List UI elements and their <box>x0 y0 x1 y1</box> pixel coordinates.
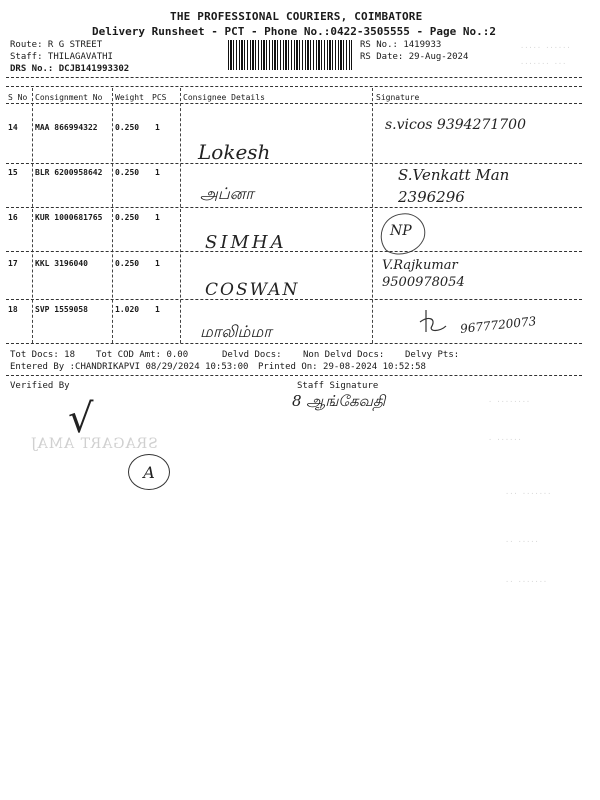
staff-label: Staff: THILAGAVATHI <box>10 52 113 62</box>
row-signature: NP <box>390 223 412 239</box>
row-sno: 15 <box>8 168 18 177</box>
row-pcs: 1 <box>155 305 160 314</box>
stamp-circle-icon <box>128 454 170 490</box>
row-consignment: KUR 1000681765 <box>35 213 103 222</box>
delvy-pts: Delvy Pts: <box>405 350 460 360</box>
col-weight: Weight <box>115 93 144 102</box>
staff-signature-handwritten: 8 ஆங்கேவதி <box>292 392 386 410</box>
rs-date: RS Date: 29-Aug-2024 <box>360 52 469 62</box>
non-delvd-docs: Non Delvd Docs: <box>303 350 385 360</box>
row-pcs: 1 <box>155 213 160 222</box>
verified-by-label: Verified By <box>10 381 70 391</box>
row-consignee-handwritten: SIMHA <box>205 232 287 253</box>
row-divider <box>6 299 582 300</box>
bleed-text: ·· ······· <box>505 578 548 586</box>
col-signature: Signature <box>376 93 420 102</box>
col-sno: S No <box>8 93 28 102</box>
divider <box>6 375 582 376</box>
col-consignment: Consignment No <box>35 93 103 102</box>
row-weight: 1.020 <box>115 305 140 314</box>
row-consignment: SVP 1559058 <box>35 305 88 314</box>
staff-signature-label: Staff Signature <box>297 381 379 391</box>
divider <box>6 103 582 104</box>
bleed-text: ·· ····· <box>505 538 539 546</box>
row-consignee-handwritten: மாலிம்மா <box>200 322 272 341</box>
drs-number: DRS No.: DCJB141993302 <box>10 64 130 74</box>
row-signature: V.Rajkumar 9500978054 <box>382 258 465 290</box>
row-consignment: MAA 866994322 <box>35 123 98 132</box>
bleed-text: ····· ······ <box>520 44 571 52</box>
row-consignment: KKL 3196040 <box>35 259 88 268</box>
row-consignment: BLR 6200958642 <box>35 168 103 177</box>
row-signature: s.vicos 9394271700 <box>385 117 526 133</box>
barcode <box>228 40 352 70</box>
company-title: THE PROFESSIONAL COURIERS, COIMBATORE <box>170 10 423 23</box>
row-consignee-handwritten: Lokesh <box>198 140 271 164</box>
row-consignee-handwritten: அப்னா <box>200 184 254 203</box>
tot-docs: Tot Docs: 18 <box>10 350 76 360</box>
col-divider <box>112 88 113 343</box>
row-pcs: 1 <box>155 168 160 177</box>
row-consignee-handwritten: COSWAN <box>205 280 300 300</box>
row-sno: 18 <box>8 305 18 314</box>
row-sno: 16 <box>8 213 18 222</box>
row-divider <box>6 207 582 208</box>
ghost-stamp-text: SRAGART AMAJ <box>30 436 158 452</box>
col-divider <box>180 88 181 343</box>
row-sno: 17 <box>8 259 18 268</box>
delvd-docs: Delvd Docs: <box>222 350 282 360</box>
row-sno: 14 <box>8 123 18 132</box>
row-divider <box>6 343 582 344</box>
col-divider <box>32 88 33 343</box>
divider <box>6 86 582 87</box>
row-signature: S.Venkatt Man 2396296 <box>398 166 510 206</box>
row-weight: 0.250 <box>115 259 140 268</box>
signature-scribble-icon <box>418 306 448 336</box>
stamp-letter: A <box>143 462 155 482</box>
route-label: Route: R G STREET <box>10 40 103 50</box>
row-weight: 0.250 <box>115 123 140 132</box>
tot-cod: Tot COD Amt: 0.00 <box>96 350 189 360</box>
entered-by: Entered By :CHANDRIKAPVI 08/29/2024 10:53:00 <box>10 362 249 372</box>
printed-on: Printed On: 29-08-2024 10:52:58 <box>258 362 426 372</box>
bleed-text: ··· ······· <box>505 490 552 498</box>
bleed-text: · ······ <box>488 436 522 444</box>
verified-checkmark: √ <box>68 396 94 442</box>
divider <box>6 77 582 78</box>
col-consignee: Consignee Details <box>183 93 265 102</box>
bleed-text: · ········ <box>488 398 531 406</box>
row-weight: 0.250 <box>115 213 140 222</box>
row-pcs: 1 <box>155 259 160 268</box>
runsheet-subtitle: Delivery Runsheet - PCT - Phone No.:0422-3505555 - Page No.:2 <box>92 25 496 38</box>
row-signature: 9677720073 <box>459 314 537 336</box>
col-pcs: PCS <box>152 93 167 102</box>
rs-number: RS No.: 1419933 <box>360 40 442 50</box>
row-divider <box>6 251 582 252</box>
row-weight: 0.250 <box>115 168 140 177</box>
row-pcs: 1 <box>155 123 160 132</box>
bleed-text: ······· ··· <box>520 60 567 68</box>
